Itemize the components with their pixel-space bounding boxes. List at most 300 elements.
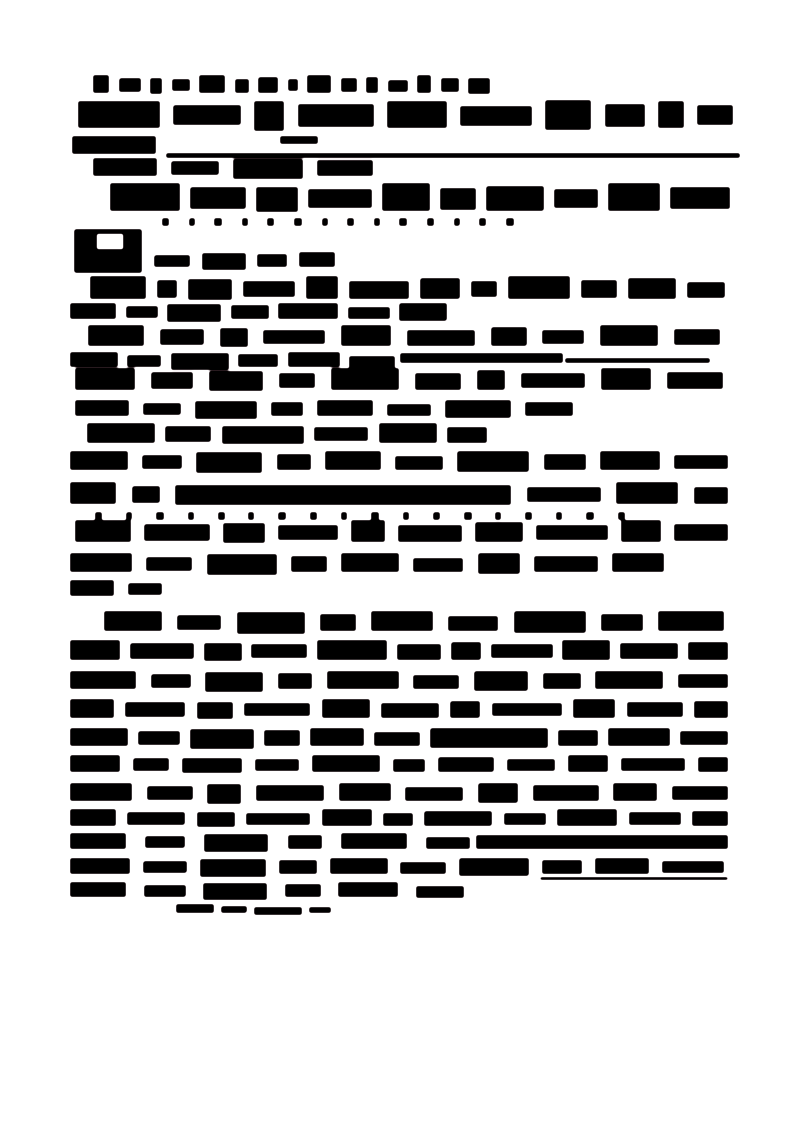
ink-dot xyxy=(310,512,317,520)
word-blob xyxy=(426,837,470,849)
ink-dot xyxy=(454,218,460,226)
word-blob xyxy=(278,673,312,689)
word-blob xyxy=(447,427,487,443)
word-blob xyxy=(167,304,221,322)
word-blob xyxy=(451,642,481,660)
word-blob xyxy=(521,373,585,388)
ink-dot xyxy=(479,218,486,226)
word-blob xyxy=(508,276,570,299)
word-blob xyxy=(448,616,498,631)
word-blob xyxy=(605,104,645,127)
word-blob xyxy=(320,614,356,631)
line-18 xyxy=(70,483,728,505)
word-blob xyxy=(264,730,300,746)
word-blob xyxy=(330,858,388,874)
ink-dot xyxy=(427,218,434,226)
word-blob xyxy=(70,640,120,660)
word-blob xyxy=(573,699,615,718)
word-blob xyxy=(374,732,420,746)
word-blob xyxy=(133,758,169,771)
word-blob xyxy=(243,281,295,297)
word-blob xyxy=(413,558,463,572)
word-blob xyxy=(70,553,132,572)
word-blob xyxy=(554,189,598,208)
word-blob xyxy=(70,671,136,689)
line-10 xyxy=(90,277,725,300)
word-blob xyxy=(382,183,430,211)
word-blob xyxy=(128,583,162,595)
word-blob xyxy=(438,757,494,772)
word-blob xyxy=(75,368,135,390)
word-blob xyxy=(307,75,331,93)
word-blob xyxy=(256,187,298,212)
word-blob xyxy=(383,813,413,826)
word-blob xyxy=(144,524,210,541)
ink-dot xyxy=(267,218,274,226)
word-blob xyxy=(145,836,185,848)
ink-dot xyxy=(525,512,532,520)
word-blob xyxy=(263,330,325,344)
word-blob xyxy=(197,812,235,827)
word-blob xyxy=(221,906,247,913)
glyph-notch xyxy=(97,234,123,249)
word-blob xyxy=(254,907,302,915)
word-blob xyxy=(612,553,664,572)
word-blob xyxy=(90,252,142,267)
word-blob xyxy=(627,702,683,717)
word-blob xyxy=(125,702,185,717)
word-blob xyxy=(478,553,520,574)
line-17 xyxy=(70,451,728,472)
para-line-7 xyxy=(70,783,728,803)
word-blob xyxy=(492,703,562,716)
word-blob xyxy=(70,755,120,772)
line-9 xyxy=(90,252,335,269)
word-blob xyxy=(70,728,128,746)
word-blob xyxy=(298,104,374,127)
word-blob xyxy=(568,755,608,772)
word-blob xyxy=(595,671,663,689)
word-blob xyxy=(278,303,338,319)
word-blob xyxy=(399,303,447,321)
ink-dot xyxy=(242,218,248,226)
word-blob xyxy=(151,674,191,688)
word-blob xyxy=(317,400,373,416)
word-blob xyxy=(417,75,431,93)
para-line-4 xyxy=(70,700,728,719)
word-blob xyxy=(688,642,728,660)
word-blob xyxy=(279,373,315,388)
word-blob xyxy=(70,833,126,849)
line-12 xyxy=(88,326,720,347)
word-blob xyxy=(424,811,492,826)
word-blob xyxy=(341,325,391,346)
word-blob xyxy=(222,426,304,444)
word-blob xyxy=(119,78,141,92)
ink-dot xyxy=(556,512,562,520)
word-blob xyxy=(697,105,733,125)
word-blob xyxy=(348,307,390,319)
word-blob xyxy=(157,280,177,298)
word-blob xyxy=(339,783,391,801)
word-blob xyxy=(271,402,303,416)
word-blob xyxy=(507,759,555,771)
ink-dot xyxy=(464,512,472,520)
word-blob xyxy=(190,729,254,749)
word-blob xyxy=(322,699,370,718)
word-blob xyxy=(150,78,162,94)
word-blob xyxy=(387,101,447,128)
word-blob xyxy=(72,136,156,154)
word-blob xyxy=(543,673,581,689)
word-blob xyxy=(176,904,214,913)
word-blob xyxy=(608,183,660,211)
word-blob xyxy=(475,522,523,542)
word-blob xyxy=(207,554,277,575)
word-blob xyxy=(445,400,511,418)
line-13 xyxy=(70,352,395,369)
word-blob xyxy=(309,907,331,913)
word-blob xyxy=(70,882,126,897)
line-14 xyxy=(75,369,723,391)
word-blob xyxy=(542,860,582,874)
word-blob xyxy=(90,276,146,299)
line-15 xyxy=(75,400,573,418)
word-blob xyxy=(405,787,463,801)
word-blob xyxy=(534,556,598,572)
word-blob xyxy=(146,557,192,571)
word-blob xyxy=(491,327,527,346)
word-blob xyxy=(457,451,529,472)
word-blob xyxy=(209,371,263,391)
word-blob xyxy=(235,79,249,93)
word-blob xyxy=(322,809,372,826)
word-blob xyxy=(171,353,229,370)
word-blob xyxy=(143,403,181,415)
ink-dot xyxy=(126,512,132,520)
word-blob xyxy=(601,368,651,390)
word-blob xyxy=(93,75,109,93)
ink-dot xyxy=(162,218,169,226)
ink-dot xyxy=(248,512,254,520)
word-blob xyxy=(407,330,475,346)
line-21 xyxy=(70,553,664,574)
word-blob xyxy=(126,306,158,318)
word-blob xyxy=(687,282,725,298)
line-22 xyxy=(70,581,162,597)
word-blob xyxy=(486,186,544,211)
word-blob xyxy=(200,859,266,877)
word-blob xyxy=(70,303,116,319)
word-blob xyxy=(430,728,548,748)
ink-dot xyxy=(322,218,328,226)
word-blob xyxy=(306,276,338,299)
word-blob xyxy=(75,520,131,542)
word-blob xyxy=(257,254,287,267)
word-blob xyxy=(104,611,162,631)
ink-dot xyxy=(189,218,195,226)
word-blob xyxy=(545,100,591,130)
word-blob xyxy=(280,136,318,144)
ink-dot xyxy=(371,512,379,520)
word-blob xyxy=(244,703,310,716)
word-blob xyxy=(310,728,364,746)
word-blob xyxy=(220,328,248,347)
para-line-2 xyxy=(70,641,728,661)
word-blob xyxy=(246,813,310,825)
word-blob xyxy=(600,325,658,346)
word-blob xyxy=(698,757,728,772)
word-blob xyxy=(233,159,303,179)
word-blob xyxy=(694,487,728,504)
word-blob xyxy=(231,305,269,319)
word-blob xyxy=(491,644,553,658)
word-blob xyxy=(331,368,399,390)
word-blob xyxy=(88,325,144,346)
ink-dot xyxy=(495,512,501,520)
footer-short-line xyxy=(176,905,331,914)
word-blob xyxy=(258,77,278,93)
word-blob xyxy=(629,812,681,825)
word-blob xyxy=(395,456,443,470)
word-blob xyxy=(474,671,528,691)
word-blob xyxy=(694,701,728,718)
word-blob xyxy=(177,615,221,630)
word-blob xyxy=(207,784,241,804)
word-blob xyxy=(143,861,187,873)
word-blob xyxy=(291,556,327,572)
left-blob xyxy=(72,137,156,155)
word-blob xyxy=(601,614,643,631)
word-blob xyxy=(471,281,497,297)
word-blob xyxy=(327,671,399,689)
word-blob xyxy=(544,454,586,470)
word-blob xyxy=(581,280,617,298)
word-blob xyxy=(341,78,357,92)
word-blob xyxy=(542,330,584,344)
para-line-10 xyxy=(70,858,724,876)
word-blob xyxy=(70,699,114,718)
word-blob xyxy=(621,520,661,542)
word-blob xyxy=(288,835,322,849)
para-line-8 xyxy=(70,810,728,827)
word-blob xyxy=(557,809,617,826)
word-blob xyxy=(662,861,724,873)
word-blob xyxy=(674,455,728,469)
word-blob xyxy=(397,644,441,660)
word-blob xyxy=(256,785,324,801)
word-blob xyxy=(338,882,398,897)
word-blob xyxy=(288,79,298,91)
rule-2 xyxy=(565,358,710,363)
line-16 xyxy=(87,424,487,444)
word-blob xyxy=(312,755,380,772)
word-blob xyxy=(658,101,684,128)
ink-dot xyxy=(156,512,164,520)
word-blob xyxy=(620,643,678,659)
word-blob xyxy=(595,858,649,874)
word-blob xyxy=(441,78,459,92)
word-blob xyxy=(314,427,368,441)
word-blob xyxy=(188,279,232,300)
word-blob xyxy=(692,811,728,826)
word-blob xyxy=(536,525,608,540)
word-blob xyxy=(460,106,532,126)
word-blob xyxy=(562,640,610,660)
para-line-3 xyxy=(70,671,728,691)
word-blob xyxy=(202,253,246,270)
word-blob xyxy=(459,858,529,876)
line-5 xyxy=(93,158,373,178)
word-blob xyxy=(317,160,373,176)
word-blob xyxy=(616,482,678,504)
word-blob xyxy=(277,454,311,470)
word-blob xyxy=(70,352,118,367)
word-blob xyxy=(278,525,338,540)
small-blob xyxy=(280,136,318,145)
word-blob xyxy=(78,101,160,128)
ink-dot xyxy=(506,218,514,226)
para-line-1 xyxy=(104,611,724,633)
word-blob xyxy=(171,161,219,175)
word-blob xyxy=(254,101,284,131)
word-blob xyxy=(388,80,408,92)
word-blob xyxy=(70,482,116,504)
word-blob xyxy=(172,79,190,91)
ink-dot xyxy=(403,512,409,520)
ink-dot xyxy=(341,512,347,520)
word-blob xyxy=(440,188,476,210)
word-blob xyxy=(379,423,437,443)
word-blob xyxy=(147,786,193,800)
word-blob xyxy=(416,886,464,898)
word-blob xyxy=(299,252,335,267)
word-blob xyxy=(366,77,378,93)
dots-row-2 xyxy=(95,512,625,520)
word-blob xyxy=(674,524,728,541)
word-blob xyxy=(151,372,193,389)
word-blob xyxy=(132,486,160,503)
word-blob xyxy=(238,354,278,367)
word-blob xyxy=(514,611,586,633)
word-blob xyxy=(349,356,395,368)
word-blob xyxy=(371,611,433,631)
word-blob xyxy=(127,812,185,825)
word-blob xyxy=(144,885,186,897)
line-6 xyxy=(110,184,730,212)
ink-dot xyxy=(95,512,102,520)
redaction-bar-1 xyxy=(400,353,563,363)
word-blob xyxy=(203,883,267,900)
word-blob xyxy=(393,759,425,772)
ink-dot xyxy=(374,218,380,226)
word-blob xyxy=(600,451,660,470)
ink-dot xyxy=(433,512,440,520)
word-blob xyxy=(351,520,385,542)
word-blob xyxy=(138,731,180,745)
word-blob xyxy=(678,674,728,688)
ink-dot xyxy=(294,218,302,226)
word-blob xyxy=(175,485,511,505)
word-blob xyxy=(533,785,599,801)
word-blob xyxy=(223,523,265,543)
word-blob xyxy=(199,75,225,93)
word-blob xyxy=(130,643,194,659)
word-blob xyxy=(670,187,730,209)
ink-dot xyxy=(218,512,225,520)
word-blob xyxy=(608,728,670,746)
word-blob xyxy=(142,455,182,469)
word-blob xyxy=(413,675,459,689)
word-blob xyxy=(341,553,399,572)
ink-dot xyxy=(347,218,354,226)
word-blob xyxy=(205,672,263,692)
para-line-9 xyxy=(70,833,470,851)
ink-dot xyxy=(214,218,222,226)
ink-dot xyxy=(586,512,594,520)
word-blob xyxy=(196,452,262,473)
word-blob xyxy=(628,278,676,299)
word-blob xyxy=(285,884,321,897)
word-blob xyxy=(527,487,601,502)
word-blob xyxy=(75,400,129,416)
word-blob xyxy=(667,372,723,389)
word-blob xyxy=(70,451,128,470)
word-blob xyxy=(279,860,317,874)
word-blob xyxy=(680,731,728,745)
ink-dot xyxy=(188,512,194,520)
word-blob xyxy=(70,858,130,874)
word-blob xyxy=(450,701,480,718)
word-blob xyxy=(190,187,246,209)
word-blob xyxy=(160,329,204,345)
para-line-11 xyxy=(70,882,464,899)
word-blob xyxy=(387,404,431,416)
word-blob xyxy=(478,783,518,803)
underline-right xyxy=(540,877,728,880)
word-blob xyxy=(93,158,157,176)
word-blob xyxy=(87,423,155,443)
word-blob xyxy=(400,862,446,874)
word-blob xyxy=(468,78,490,94)
word-blob xyxy=(204,643,242,661)
line-20 xyxy=(75,521,728,543)
word-blob xyxy=(195,401,257,419)
word-blob xyxy=(613,783,657,801)
dots-row-1 xyxy=(162,218,514,226)
word-blob xyxy=(165,426,211,442)
word-blob xyxy=(558,730,598,746)
line-11 xyxy=(70,303,447,321)
ink-dot xyxy=(278,512,286,520)
word-blob xyxy=(325,451,381,470)
header-row xyxy=(93,76,490,94)
ink-dot xyxy=(618,512,625,520)
word-blob xyxy=(317,640,387,660)
word-blob xyxy=(70,809,116,826)
para-line-5 xyxy=(70,728,728,748)
word-blob xyxy=(308,189,372,208)
word-blob xyxy=(381,703,439,718)
word-blob xyxy=(154,255,190,267)
word-blob xyxy=(173,105,241,125)
word-blob xyxy=(672,786,728,800)
word-blob xyxy=(477,370,505,390)
word-blob xyxy=(237,612,305,634)
word-blob xyxy=(182,758,242,773)
word-blob xyxy=(398,525,462,542)
para-line-6 xyxy=(70,756,728,773)
